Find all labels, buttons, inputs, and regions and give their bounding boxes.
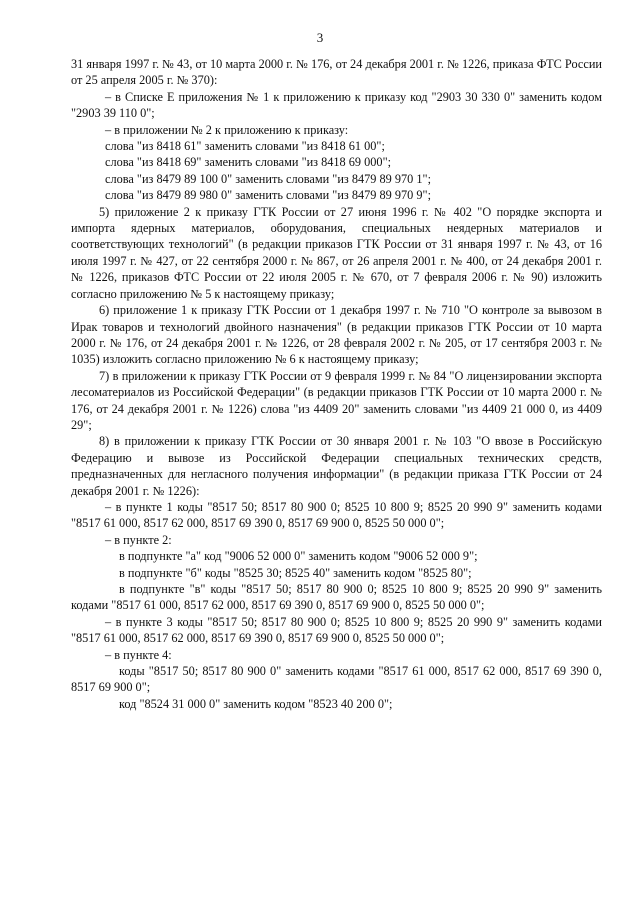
paragraph-continuation: 31 января 1997 г. № 43, от 10 марта 2000 г. № 176, от 24 декабря 2001 г. № 1226, приказа ФТС России от 25 апреля 2005 г. № 370): xyxy=(71,57,602,88)
paragraph-words-replacement: слова "из 8418 61" заменить словами "из 8418 61 00"; xyxy=(105,139,385,154)
paragraph-subpoint-a: в подпункте "а" код "9006 52 000 0" заменить кодом "9006 52 000 9"; xyxy=(119,549,478,564)
paragraph-subpoint-v: в подпункте "в" коды "8517 50; 8517 80 900 0; 8525 10 800 9; 8525 20 990 9" заменить кодами "8517 61 000, 8517 62 000, 8517 69 390 0, 8517 69 900 0, 8525 50 000 0"; xyxy=(71,582,602,613)
paragraph-appendix-2-intro: – в приложении № 2 к приложению к приказу: xyxy=(105,122,349,137)
paragraph-point-4-codes: коды "8517 50; 8517 80 900 0" заменить кодами "8517 61 000, 8517 62 000, 8517 69 390 0, 8517 69 900 0"; xyxy=(71,664,602,695)
paragraph-subpoint-b: в подпункте "б" коды "8525 30; 8525 40" заменить кодом "8525 80"; xyxy=(119,565,472,580)
paragraph-point-4-intro: – в пункте 4: xyxy=(105,647,172,662)
paragraph-item-7: 7) в приложении к приказу ГТК России от 9 февраля 1999 г. № 84 "О лицензировании экспорта лесоматериалов из Российской Федерации" (в редакции приказов ГТК России от 10 марта 2000 г. № 176, от 24 декабря 2001 г. № 1226) слова "из 4409 20" заменить словами "из 4409 21 000 0, из 4409 29"; xyxy=(71,368,602,432)
paragraph-point-2-intro: – в пункте 2: xyxy=(105,532,172,547)
paragraph-point-3: – в пункте 3 коды "8517 50; 8517 80 900 0; 8525 10 800 9; 8525 20 990 9" заменить кодами "8517 61 000, 8517 62 000, 8517 69 390 0, 8517 69 900 0, 8525 50 000 0"; xyxy=(71,614,602,646)
paragraph-list-e-amendment: – в Списке Е приложения № 1 к приложению к приказу код "2903 30 330 0" заменить кодом "2903 39 110 0"; xyxy=(71,89,602,121)
page-number: 3 xyxy=(316,30,324,45)
paragraph-words-replacement: слова "из 8418 69" заменить словами "из 8418 69 000"; xyxy=(105,155,392,170)
paragraph-item-8: 8) в приложении к приказу ГТК России от 30 января 2001 г. № 103 "О ввозе в Российскую Федерацию и вывозе из Российской Федерации специальных технических средств, предназначенных для негласного получения информации" (в редакции приказа ГТК России от 24 декабря 2001 г. № 1226): xyxy=(71,434,602,498)
paragraph-item-6: 6) приложение 1 к приказу ГТК России от 1 декабря 1997 г. № 710 "О контроле за вывозом в Ирак товаров и технологий двойного назначения" (в редакции приказов ГТК России от 10 марта 2000 г. № 176, от 24 декабря 2001 г. № 1226, от 28 февраля 2002 г. № 205, от 17 сентября 2003 г. № 1035) изложить согласно приложению № 6 к настоящему приказу; xyxy=(71,303,602,367)
paragraph-point-4-code: код "8524 31 000 0" заменить кодом "8523 40 200 0"; xyxy=(119,696,393,711)
document-body xyxy=(71,56,602,712)
paragraph-words-replacement: слова "из 8479 89 100 0" заменить словами "из 8479 89 970 1"; xyxy=(105,171,431,186)
paragraph-words-replacement: слова "из 8479 89 980 0" заменить словами "из 8479 89 970 9"; xyxy=(105,188,431,203)
paragraph-item-5: 5) приложение 2 к приказу ГТК России от 27 июня 1996 г. № 402 "О порядке экспорта и импорта ядерных материалов, оборудования, специальных неядерных материалов и соответствующих технологий" (в редакции приказов ГТК России от 31 января 1997 г. № 43, от 16 июля 1997 г. № 427, от 22 сентября 2000 г. № 867, от 26 апреля 2001 г. № 400, от 24 декабря 2001 г. № 1226, приказов ФТС России от 22 июля 2005 г. № 670, от 7 февраля 2006 г. № 90) изложить согласно приложению № 5 к настоящему приказу; xyxy=(71,204,602,301)
paragraph-point-1: – в пункте 1 коды "8517 50; 8517 80 900 0; 8525 10 800 9; 8525 20 990 9" заменить кодами "8517 61 000, 8517 62 000, 8517 69 390 0, 8517 69 900 0, 8525 50 000 0"; xyxy=(71,499,602,531)
